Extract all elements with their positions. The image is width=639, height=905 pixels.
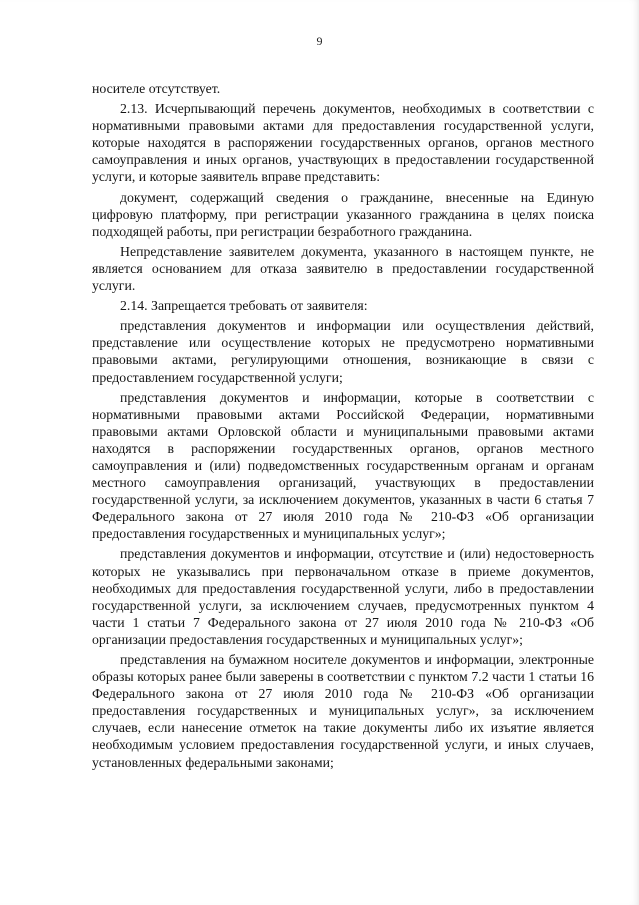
paragraph-prohibition-3: представления документов и информации, отсутствие и (или) недостоверность которых не указывались при первоначальном отказе в приеме документов, необходимых для предоставления государственной услуги, либо в предоставлении государственной услуги, за исключением случаев, предусмотренных пунктом 4 части 1 статьи 7 Федерального закона от 27 июля 2010 года № 210-ФЗ «Об организации предоставления государственных и муниципальных услуг»; (92, 546, 594, 647)
paragraph-non-submission: Непредставление заявителем документа, указанного в настоящем пункте, не является основанием для отказа заявителю в предоставлении государственной услуги. (92, 243, 594, 294)
paragraph-continuation: носителе отсутствует. (92, 81, 221, 96)
paragraph-prohibition-2: представления документов и информации, которые в соответствии с нормативными правовыми актами Российской Федерации, нормативными правовыми актами Орловской области и муниципальными правовыми актами находятся в распоряжении государственных органов, органов местного самоуправления и (или) подведомственных государственным органам и органам местного самоуправления организаций, участвующих в предоставлении государственной услуги, за исключением документов, указанных в части 6 статья 7 Федерального закона от 27 июля 2010 года № 210-ФЗ «Об организации предоставления государственных и муниципальных услуг»; (92, 389, 594, 542)
paragraph-2-13: 2.13. Исчерпывающий перечень документов, необходимых в соответствии с нормативными правовыми актами для предоставления государственной услуги, которые находятся в распоряжении государственных органов, органов местного самоуправления и иных органов, участвующих в предоставлении государственной услуги, и которые заявитель вправе представить: (92, 101, 594, 185)
paragraph-2-14: 2.14. Запрещается требовать от заявителя: (120, 298, 368, 314)
paragraph-prohibition-1: представления документов и информации или осуществления действий, представление или осуществление которых не предусмотрено нормативными правовыми актами, регулирующими отношения, возникающие в связи с предоставлением государственной услуги; (92, 318, 594, 385)
paragraph-document-info: документ, содержащий сведения о гражданине, внесенные на Единую цифровую платформу, при регистрации указанного гражданина в целях поиска подходящей работы, при регистрации безработного гражданина. (92, 189, 594, 239)
document-body (92, 80, 594, 771)
paragraph-prohibition-4: представления на бумажном носителе документов и информации, электронные образы которых ранее были заверены в соответствии с пунктом 7.2 части 1 статьи 16 Федерального закона от 27 июля 2010 года № 210-ФЗ «Об организации предоставления государственных и муниципальных услуг», за исключением случаев, если нанесение отметок на такие документы либо их изъятие является необходимым условием предоставления государственной услуги, и иных случаев, установленных федеральными законами; (92, 652, 594, 770)
page-number: 9 (316, 34, 323, 48)
